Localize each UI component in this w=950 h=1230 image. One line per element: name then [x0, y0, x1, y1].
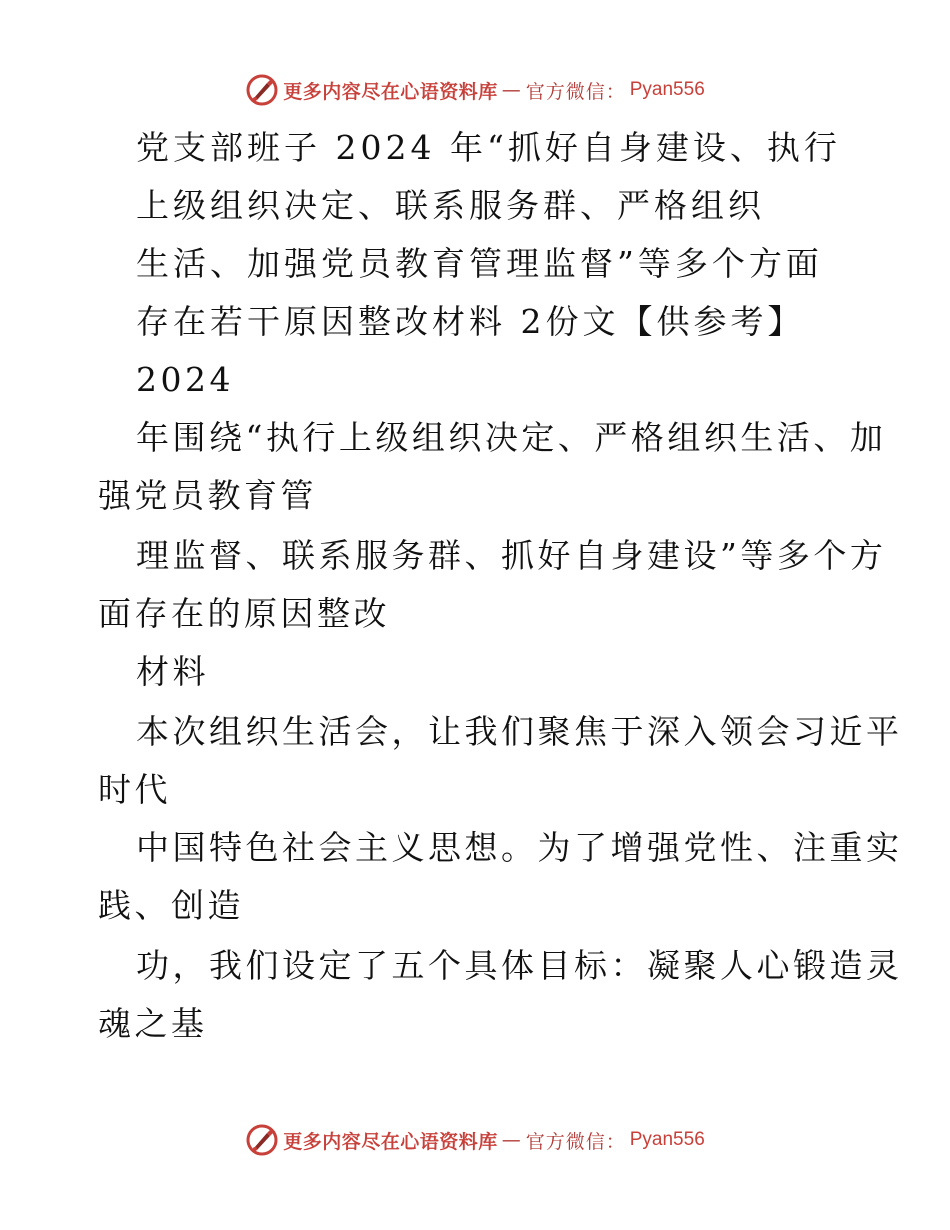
title-line: 生活、加强党员教育管理监督”等多个方面 — [136, 244, 823, 283]
banner-content — [245, 73, 705, 107]
footer-banner — [0, 1118, 950, 1162]
body-line: 本次组织生活会，让我们聚焦于深入领会习近平 — [136, 712, 903, 751]
body-line: 魂之基 — [98, 1004, 208, 1043]
pen-logo-icon — [245, 73, 279, 107]
body-line: 中国特色社会主义思想。为了增强党性、注重实 — [136, 828, 903, 867]
body-line: 时代 — [98, 770, 171, 809]
body-line: 年围绕“执行上级组织决定、严格组织生活、加 — [136, 418, 887, 457]
body-line: 材料 — [136, 652, 209, 691]
banner-dash: — — [501, 1129, 522, 1151]
banner-site-name: 更多内容尽在心语资料库 — [283, 1130, 498, 1153]
title-line: 存在若干原因整改材料 2份文【供参考】 — [136, 302, 805, 341]
header-banner — [0, 68, 950, 112]
banner-wechat-id: Pyan556 — [629, 1129, 705, 1150]
body-line: 强党员教育管 — [98, 476, 317, 515]
banner-wechat-label: 官方微信： — [525, 1130, 626, 1153]
banner-site-name: 更多内容尽在心语资料库 — [283, 80, 498, 103]
body-line: 面存在的原因整改 — [98, 594, 390, 633]
body-line: 功，我们设定了五个具体目标：凝聚人心锻造灵 — [136, 946, 903, 985]
pen-logo-icon — [245, 1123, 279, 1157]
body-line: 践、创造 — [98, 886, 244, 925]
title-line: 上级组织决定、联系服务群、严格组织 — [136, 186, 765, 225]
banner-wechat-label: 官方微信： — [525, 80, 626, 103]
banner-content — [245, 1123, 705, 1157]
banner-wechat-id: Pyan556 — [629, 79, 705, 100]
title-line: 党支部班子 2024 年“抓好自身建设、执行 — [136, 128, 841, 167]
banner-dash: — — [501, 79, 522, 101]
body-line: 2024 — [136, 360, 234, 399]
body-line: 理监督、联系服务群、抓好自身建设”等多个方 — [136, 536, 887, 575]
